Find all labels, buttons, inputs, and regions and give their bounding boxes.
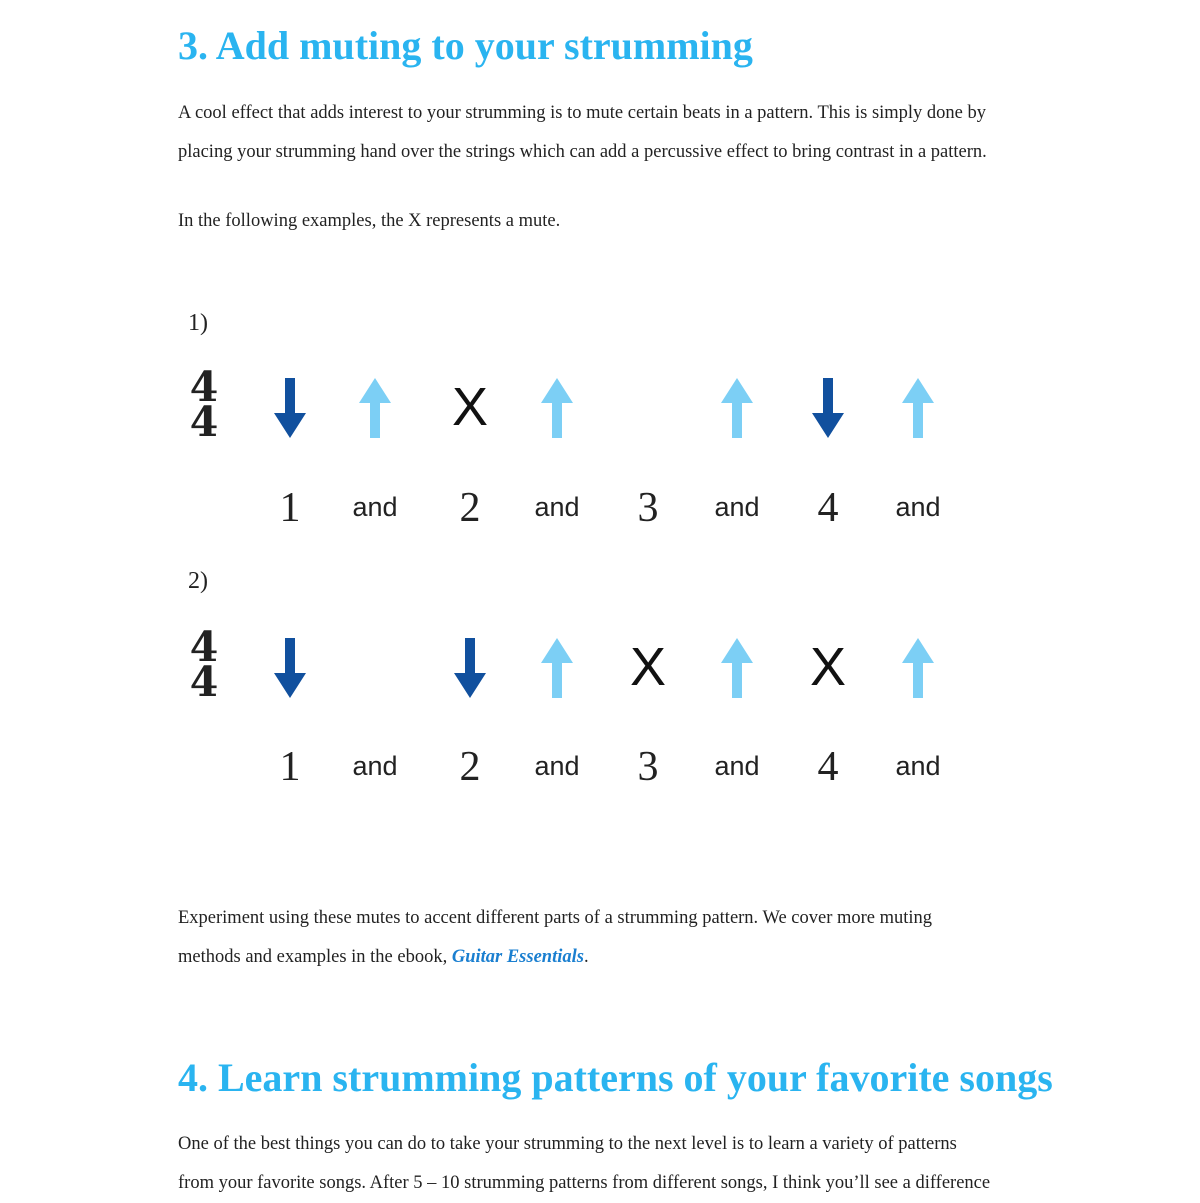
up-arrow-icon — [901, 378, 935, 443]
time-signature-bottom: 4 — [189, 658, 219, 706]
section-3-intro — [178, 94, 1078, 172]
beat-and: and — [895, 751, 941, 781]
up-arrow-icon — [540, 638, 574, 703]
example-1-time-signature — [187, 363, 221, 446]
down-arrow-icon — [273, 638, 307, 703]
mute-note: In the following examples, the X represents a mute. — [178, 211, 561, 231]
example-1-label: 1) — [188, 310, 208, 336]
outro-text-before-link: methods and examples in the ebook, — [178, 947, 452, 967]
beat-and: and — [714, 751, 760, 781]
beat-and: and — [714, 492, 760, 522]
up-arrow-icon — [358, 378, 392, 443]
time-signature-top: 4 — [189, 363, 219, 411]
up-arrow-icon — [901, 638, 935, 703]
intro-line-1: A cool effect that adds interest to your strumming is to mute certain beats in a pattern. This is simply done by — [178, 103, 987, 123]
beat-and: and — [352, 751, 398, 781]
beat-number: 1 — [279, 744, 301, 790]
down-arrow-icon — [273, 378, 307, 443]
time-signature-top: 4 — [189, 623, 219, 671]
outro-line-2 — [178, 938, 1078, 977]
guitar-essentials-link[interactable]: Guitar Essentials — [451, 947, 584, 967]
section-4-line-2: from your favorite songs. After 5 – 10 strumming patterns from different songs, I think you’ll see a difference — [178, 1173, 991, 1193]
beat-number: 2 — [459, 744, 481, 790]
up-arrow-icon — [720, 378, 754, 443]
down-arrow-icon — [811, 378, 845, 443]
outro-line-1: Experiment using these mutes to accent different parts of a strumming pattern. We cover more muting — [178, 908, 933, 928]
mute-x: X — [451, 377, 489, 437]
mute-x: X — [809, 637, 847, 697]
up-arrow-icon — [540, 378, 574, 443]
example-2-time-signature — [187, 623, 221, 706]
up-arrow-icon — [720, 638, 754, 703]
beat-and: and — [534, 751, 580, 781]
beat-number: 4 — [817, 744, 839, 790]
section-4-intro — [178, 1125, 1078, 1203]
beat-and: and — [895, 492, 941, 522]
beat-number: 1 — [279, 485, 301, 531]
outro-text-after-link: . — [583, 947, 589, 967]
section-3-heading: 3. Add muting to your strumming — [178, 23, 753, 68]
section-3-outro — [178, 899, 1078, 977]
beat-number: 3 — [637, 744, 659, 790]
beat-number: 2 — [459, 485, 481, 531]
example-2-label: 2) — [188, 568, 208, 594]
beat-and: and — [534, 492, 580, 522]
down-arrow-icon — [453, 638, 487, 703]
beat-and: and — [352, 492, 398, 522]
mute-x: X — [629, 637, 667, 697]
intro-line-2: placing your strumming hand over the strings which can add a percussive effect to bring contrast in a pattern. — [178, 142, 987, 162]
beat-number: 3 — [637, 485, 659, 531]
beat-number: 4 — [817, 485, 839, 531]
section-4-line-1: One of the best things you can do to take your strumming to the next level is to learn a variety of patterns — [178, 1134, 957, 1154]
section-4-heading: 4. Learn strumming patterns of your favorite songs — [178, 1055, 1053, 1100]
time-signature-bottom: 4 — [189, 398, 219, 446]
